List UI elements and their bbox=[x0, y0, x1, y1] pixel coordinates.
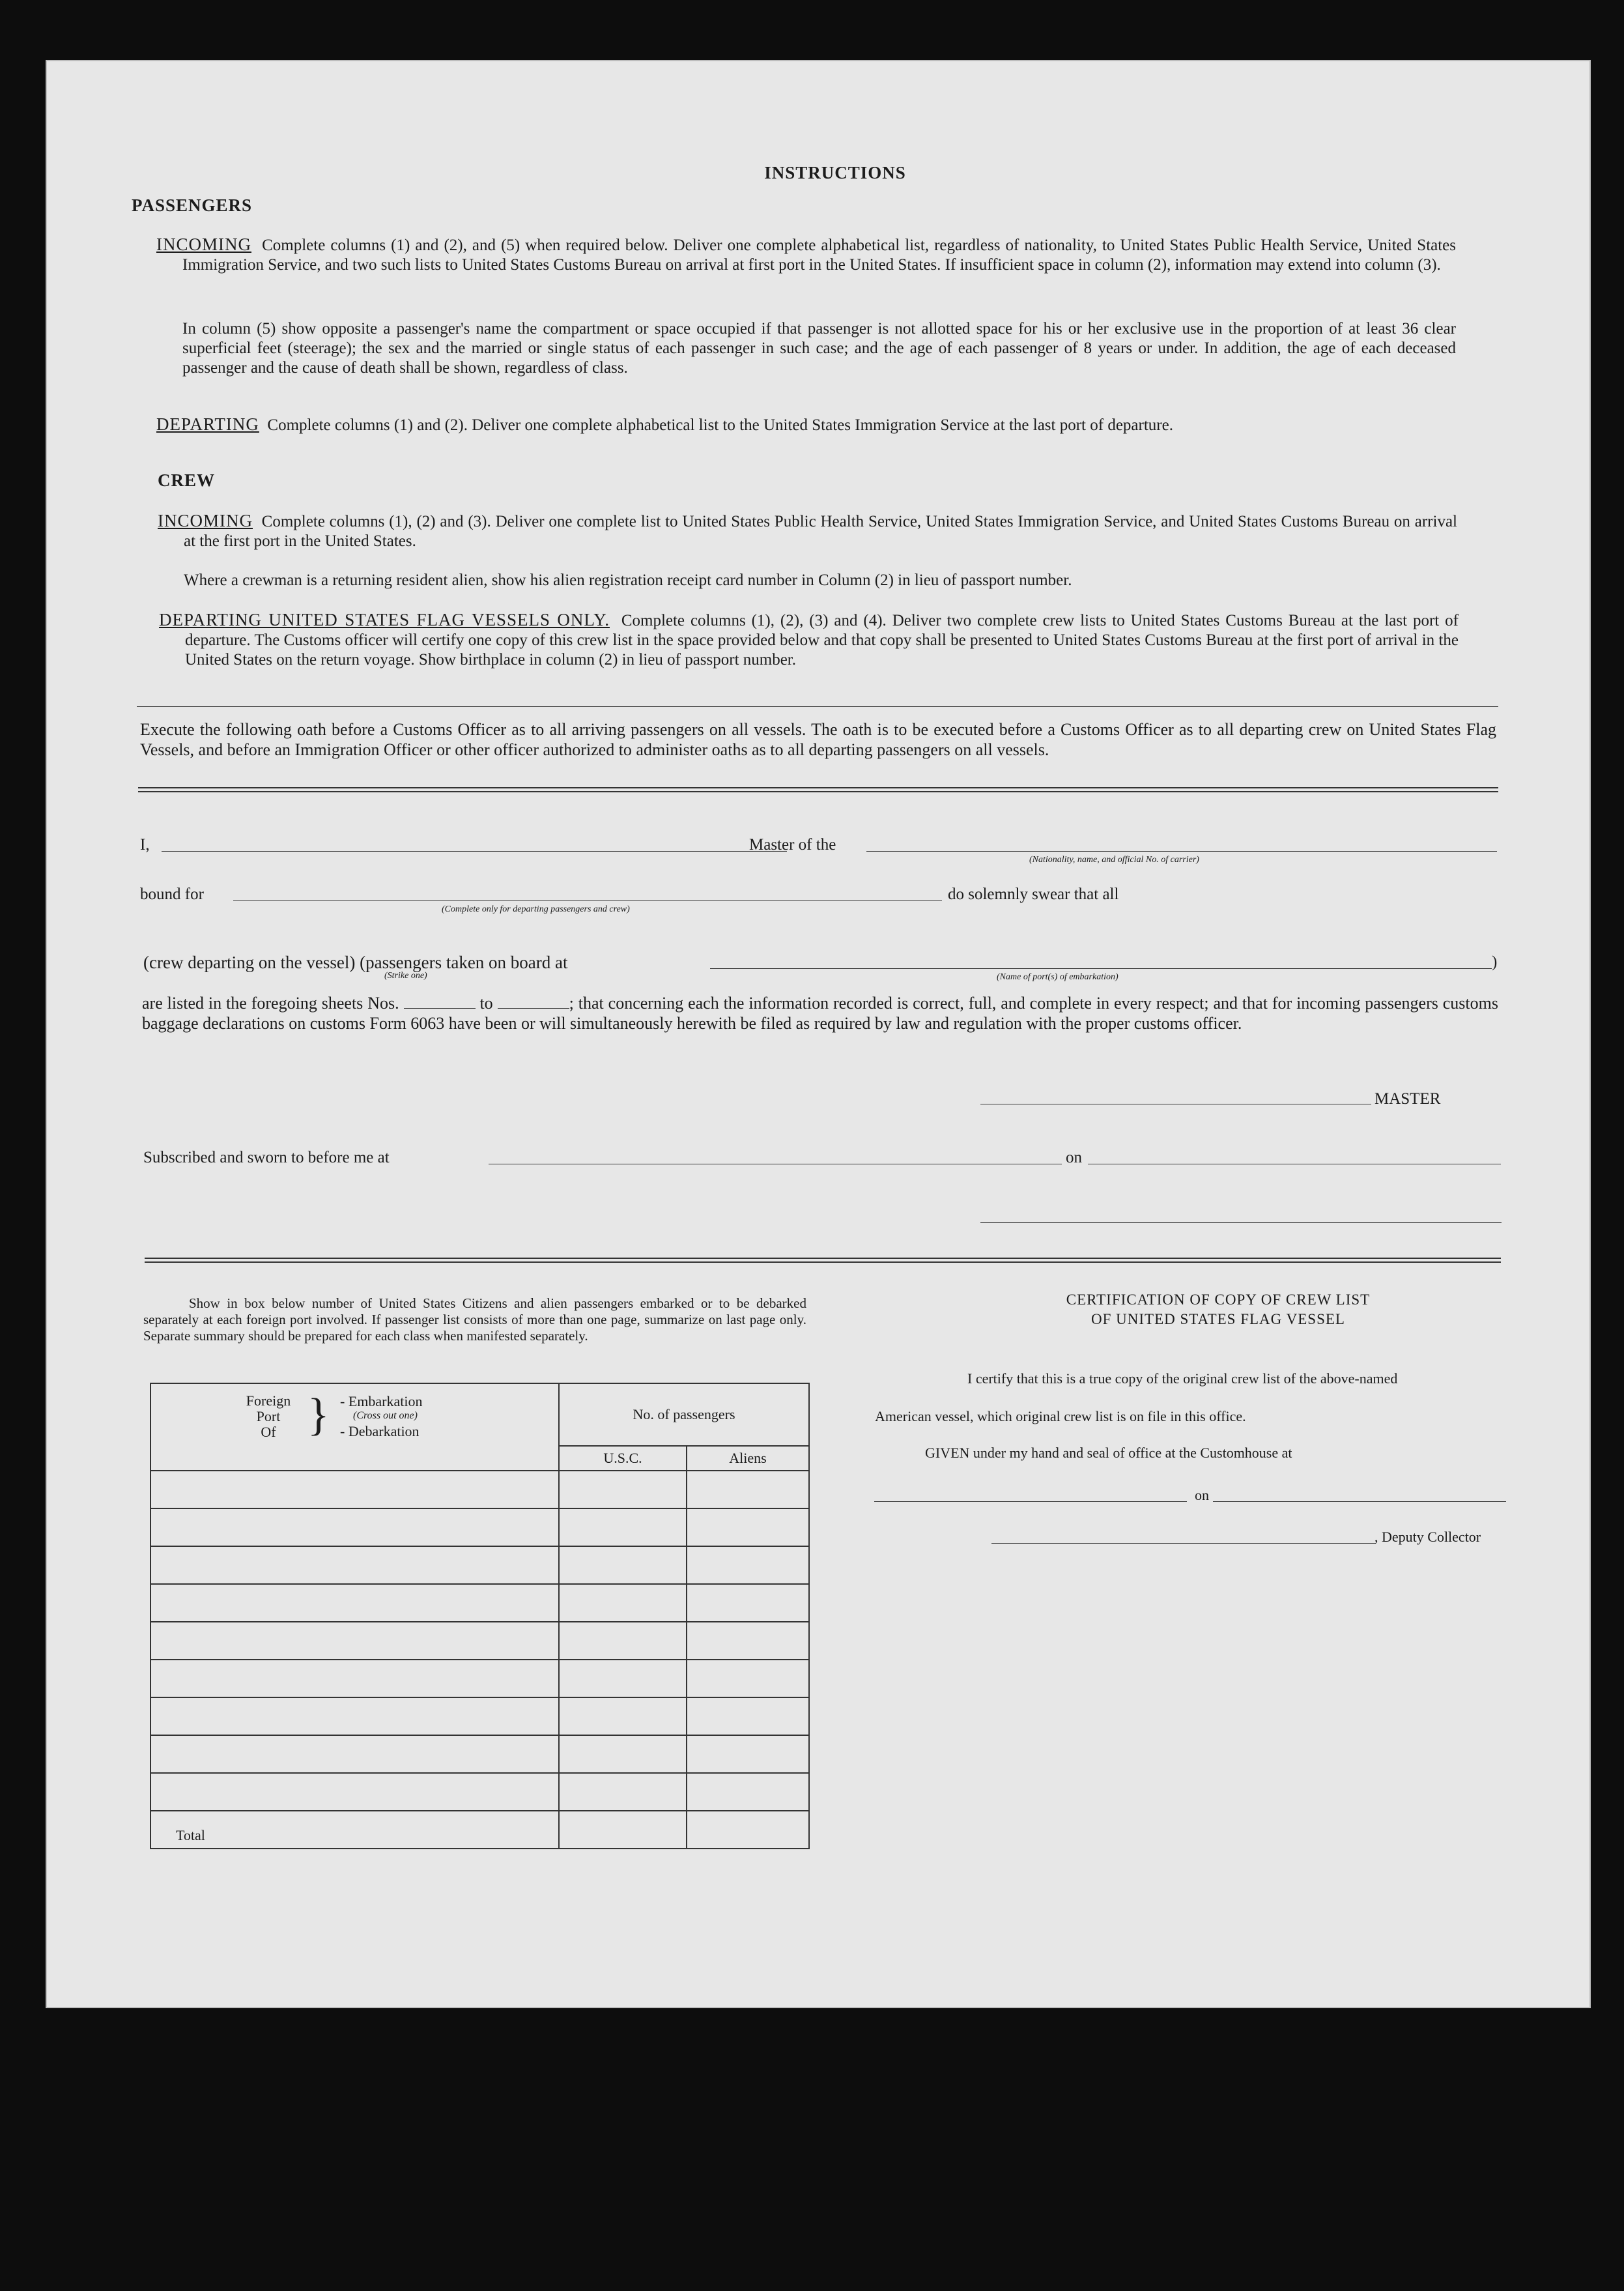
aliens-cell[interactable] bbox=[687, 1735, 809, 1773]
crew-incoming-label: INCOMING bbox=[158, 511, 253, 530]
usc-cell[interactable] bbox=[559, 1584, 687, 1622]
no-of-passengers-header: No. of passengers bbox=[559, 1383, 809, 1446]
oath-i-label: I, bbox=[140, 836, 150, 854]
document-page bbox=[46, 60, 1591, 2008]
foreign-port-of-label bbox=[236, 1393, 301, 1440]
certification-line3: GIVEN under my hand and seal of office at the Customhouse at bbox=[925, 1445, 1292, 1461]
aliens-cell[interactable] bbox=[687, 1660, 809, 1697]
usc-header: U.S.C. bbox=[559, 1446, 687, 1471]
aliens-header: Aliens bbox=[687, 1446, 809, 1471]
port-cell[interactable] bbox=[150, 1735, 559, 1773]
certification-line1: I certify that this is a true copy of the original crew list of the above-named bbox=[967, 1370, 1398, 1387]
subscribed-label: Subscribed and sworn to before me at bbox=[143, 1149, 390, 1166]
port-label: Port bbox=[256, 1408, 281, 1424]
bound-for-caption: (Complete only for departing passengers and crew) bbox=[442, 904, 630, 914]
deputy-collector-signature-field[interactable] bbox=[991, 1543, 1376, 1544]
oath-top-double-rule bbox=[138, 787, 1498, 792]
usc-cell[interactable] bbox=[559, 1471, 687, 1508]
embarkation-label: - Embarkation bbox=[340, 1393, 423, 1409]
cross-out-caption: (Cross out one) bbox=[353, 1410, 418, 1421]
aliens-cell[interactable] bbox=[687, 1697, 809, 1735]
usc-cell[interactable] bbox=[559, 1697, 687, 1735]
passengers-departing-label: DEPARTING bbox=[156, 414, 259, 434]
certification-date-field[interactable] bbox=[1213, 1501, 1506, 1502]
usc-cell[interactable] bbox=[559, 1735, 687, 1773]
oath-instruction: Execute the following oath before a Customs Officer as to all arriving passengers on all vessels. The oath is to be executed before a Customs Officer as to all departing crew on United States Flag Vessels, and before an Immigration Officer or other officer authorized to administer oaths as to all departing passengers on all vessels. bbox=[140, 720, 1496, 759]
debarkation-label: - Debarkation bbox=[340, 1423, 420, 1439]
passengers-heading: PASSENGERS bbox=[132, 195, 253, 215]
usc-cell[interactable] bbox=[559, 1660, 687, 1697]
embarkation-port-field[interactable] bbox=[710, 968, 1492, 969]
sheets-statement bbox=[142, 993, 1498, 1033]
certification-on-label: on bbox=[1195, 1487, 1209, 1503]
officer-signature-field[interactable] bbox=[980, 1222, 1502, 1223]
passengers-incoming-paragraph bbox=[156, 235, 1456, 275]
passengers-departing-text: Complete columns (1) and (2). Deliver one complete alphabetical list to the United States Immigration Service at the last port of departure. bbox=[267, 416, 1173, 434]
passengers-incoming-text: Complete columns (1) and (2), and (5) when required below. Deliver one complete alphabetical list, regardless of nationality, to United States Public Health Service, United States Immigration Service, and two such lists to United States Customs Bureau on arrival at first port in the United States. If insufficient space in column (2), information may extend into column (3). bbox=[182, 237, 1457, 274]
crew-departing-label: (crew departing on the vessel) (passengers taken on board at bbox=[143, 953, 568, 972]
port-cell[interactable] bbox=[150, 1471, 559, 1508]
sheets-suffix: ; that concerning each the information recorded is correct, full, and complete in every respect; and that for incoming passengers customs baggage declarations on customs Form 6063 have been or will simultaneously herewith be filed as required by law and regulation with the proper customs officer. bbox=[142, 994, 1498, 1033]
usc-total-cell[interactable] bbox=[559, 1811, 687, 1849]
usc-cell[interactable] bbox=[559, 1508, 687, 1546]
certification-line2: American vessel, which original crew list is on file in this office. bbox=[875, 1408, 1246, 1424]
aliens-cell[interactable] bbox=[687, 1584, 809, 1622]
deputy-collector-label: , Deputy Collector bbox=[1375, 1529, 1481, 1545]
foreign-label: Foreign bbox=[246, 1392, 291, 1409]
summary-instruction: Show in box below number of United States Citizens and alien passengers embarked or to be debarked separately at each foreign port involved. If passenger list consists of more than one page, summarize on last page only. Separate summary should be prepared for each class when manifested separately. bbox=[143, 1295, 806, 1344]
passenger-summary-table bbox=[150, 1383, 810, 1849]
swear-label: do solemnly swear that all bbox=[948, 886, 1119, 903]
port-caption: (Name of port(s) of embarkation) bbox=[997, 972, 1118, 982]
usc-cell[interactable] bbox=[559, 1622, 687, 1660]
aliens-cell[interactable] bbox=[687, 1546, 809, 1584]
aliens-total-cell[interactable] bbox=[687, 1811, 809, 1849]
master-name-field[interactable] bbox=[162, 851, 787, 852]
crew-returning-paragraph: Where a crewman is a returning resident alien, show his alien registration receipt card number in Column (2) in lieu of passport number. bbox=[184, 571, 1072, 589]
close-paren: ) bbox=[1492, 953, 1498, 971]
bound-for-label: bound for bbox=[140, 886, 204, 903]
crew-incoming-text: Complete columns (1), (2) and (3). Deliver one complete list to United States Public Health Service, United States Immigration Service, and United States Customs Bureau on arrival at the first port in the United States. bbox=[184, 513, 1457, 550]
customhouse-field[interactable] bbox=[874, 1501, 1187, 1502]
aliens-cell[interactable] bbox=[687, 1622, 809, 1660]
strike-caption: (Strike one) bbox=[384, 971, 427, 981]
certification-title-line2: OF UNITED STATES FLAG VESSEL bbox=[1091, 1311, 1345, 1327]
crew-departing-text: Complete columns (1), (2), (3) and (4). Deliver two complete crew lists to United States Customs Bureau at the last port of departure. The Customs officer will certify one copy of this crew list in the space provided below and that copy shall be presented to United States Customs Bureau at the first port of arrival in the United States on the return voyage. Show birthplace in column (2) in lieu of passport number. bbox=[185, 612, 1459, 669]
total-label: Total bbox=[150, 1811, 559, 1849]
port-cell[interactable] bbox=[150, 1660, 559, 1697]
crew-incoming-paragraph bbox=[158, 511, 1457, 551]
section-divider bbox=[137, 706, 1498, 707]
certification-title-line1: CERTIFICATION OF COPY OF CREW LIST bbox=[1066, 1291, 1371, 1308]
port-cell[interactable] bbox=[150, 1546, 559, 1584]
port-cell[interactable] bbox=[150, 1697, 559, 1735]
sheet-to-field[interactable] bbox=[498, 995, 569, 1009]
passengers-departing-paragraph bbox=[156, 414, 1456, 435]
brace-icon: } bbox=[307, 1390, 330, 1440]
port-cell[interactable] bbox=[150, 1622, 559, 1660]
oath-bottom-double-rule bbox=[145, 1258, 1501, 1263]
crew-departing-paragraph bbox=[159, 610, 1459, 670]
passengers-incoming-label: INCOMING bbox=[156, 235, 251, 254]
sheet-from-field[interactable] bbox=[404, 995, 476, 1009]
sheets-prefix: are listed in the foregoing sheets Nos. bbox=[142, 994, 399, 1013]
crew-heading: CREW bbox=[158, 470, 216, 490]
port-cell[interactable] bbox=[150, 1508, 559, 1546]
sheets-to: to bbox=[479, 994, 493, 1013]
master-label: MASTER bbox=[1375, 1090, 1441, 1108]
foreign-port-header bbox=[150, 1383, 559, 1471]
passengers-column5-paragraph: In column (5) show opposite a passenger's name the compartment or space occupied if that passenger is not allotted space for his or her exclusive use in the proportion of at least 36 clear superficial feet (steerage); the sex and the married or single status of each passenger in such case; and the age of each passenger of 8 years or under. In addition, the age of each deceased passenger and the cause of death shall be shown, regardless of class. bbox=[182, 320, 1456, 377]
carrier-caption: (Nationality, name, and official No. of carrier) bbox=[1029, 855, 1199, 865]
aliens-cell[interactable] bbox=[687, 1773, 809, 1811]
certification-title bbox=[892, 1290, 1544, 1329]
usc-cell[interactable] bbox=[559, 1546, 687, 1584]
aliens-cell[interactable] bbox=[687, 1508, 809, 1546]
subscribed-on-label: on bbox=[1066, 1149, 1082, 1166]
page-title: INSTRUCTIONS bbox=[764, 163, 906, 182]
port-cell[interactable] bbox=[150, 1773, 559, 1811]
carrier-field[interactable] bbox=[866, 851, 1497, 852]
of-label: Of bbox=[261, 1424, 276, 1440]
master-of-label: Master of the bbox=[749, 836, 836, 854]
crew-departing-label: DEPARTING UNITED STATES FLAG VESSELS ONLY. bbox=[159, 610, 610, 629]
port-cell[interactable] bbox=[150, 1584, 559, 1622]
aliens-cell[interactable] bbox=[687, 1471, 809, 1508]
usc-cell[interactable] bbox=[559, 1773, 687, 1811]
